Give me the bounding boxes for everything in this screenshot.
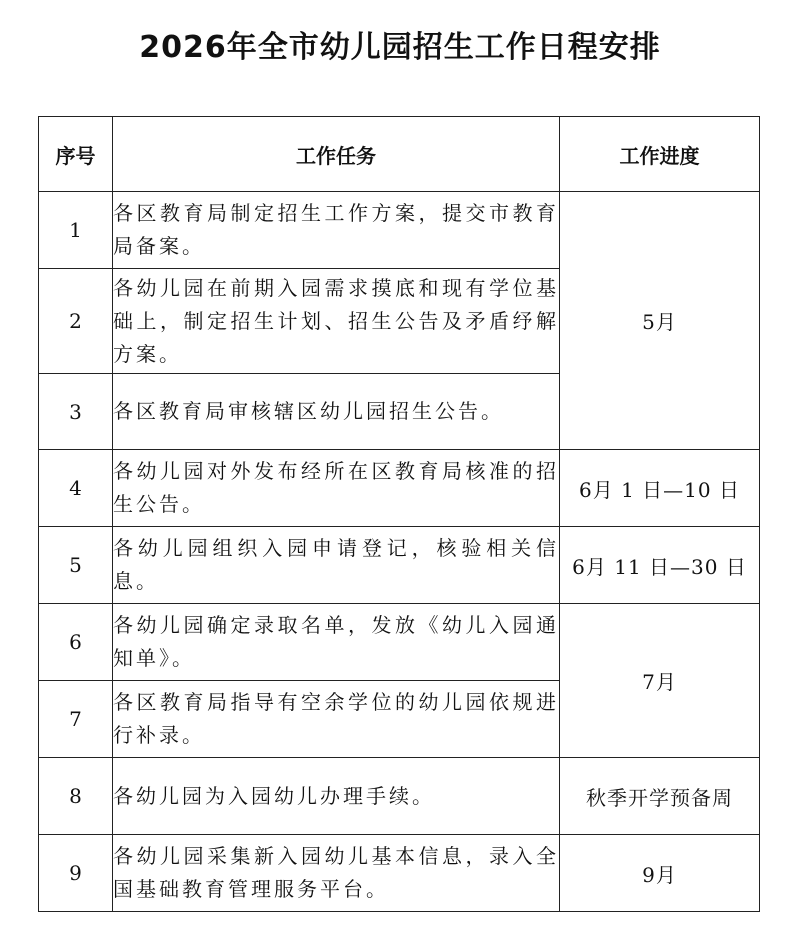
table-row	[39, 527, 760, 604]
task-cell: 各幼儿园确定录取名单，发放《幼儿入园通知单》。	[113, 604, 560, 681]
table-row	[39, 604, 760, 681]
header-progress: 工作进度	[560, 117, 760, 192]
table-row	[39, 192, 760, 269]
row-number: 9	[39, 835, 113, 912]
progress-cell: 6月 11 日—30 日	[560, 527, 760, 604]
row-number: 8	[39, 758, 113, 835]
table-header-row	[39, 117, 760, 192]
row-number: 2	[39, 269, 113, 374]
schedule-table	[38, 116, 760, 912]
task-cell: 各区教育局审核辖区幼儿园招生公告。	[113, 374, 560, 450]
row-number: 1	[39, 192, 113, 269]
table-row	[39, 758, 760, 835]
task-cell: 各区教育局制定招生工作方案，提交市教育局备案。	[113, 192, 560, 269]
table-row	[39, 450, 760, 527]
progress-cell: 9月	[560, 835, 760, 912]
progress-cell: 秋季开学预备周	[560, 758, 760, 835]
progress-cell: 6月 1 日—10 日	[560, 450, 760, 527]
task-cell: 各幼儿园对外发布经所在区教育局核准的招生公告。	[113, 450, 560, 527]
task-cell: 各幼儿园组织入园申请登记，核验相关信息。	[113, 527, 560, 604]
row-number: 5	[39, 527, 113, 604]
row-number: 4	[39, 450, 113, 527]
task-cell: 各幼儿园为入园幼儿办理手续。	[113, 758, 560, 835]
page-title: 2026年全市幼儿园招生工作日程安排	[139, 30, 661, 65]
row-number: 6	[39, 604, 113, 681]
row-number: 3	[39, 374, 113, 450]
progress-cell: 7月	[560, 604, 760, 758]
row-number: 7	[39, 681, 113, 758]
table-row	[39, 835, 760, 912]
task-cell: 各区教育局指导有空余学位的幼儿园依规进行补录。	[113, 681, 560, 758]
task-cell: 各幼儿园在前期入园需求摸底和现有学位基础上，制定招生计划、招生公告及矛盾纾解方案。	[113, 269, 560, 374]
progress-cell: 5月	[560, 192, 760, 450]
task-cell: 各幼儿园采集新入园幼儿基本信息，录入全国基础教育管理服务平台。	[113, 835, 560, 912]
header-no: 序号	[39, 117, 113, 192]
header-task: 工作任务	[113, 117, 560, 192]
